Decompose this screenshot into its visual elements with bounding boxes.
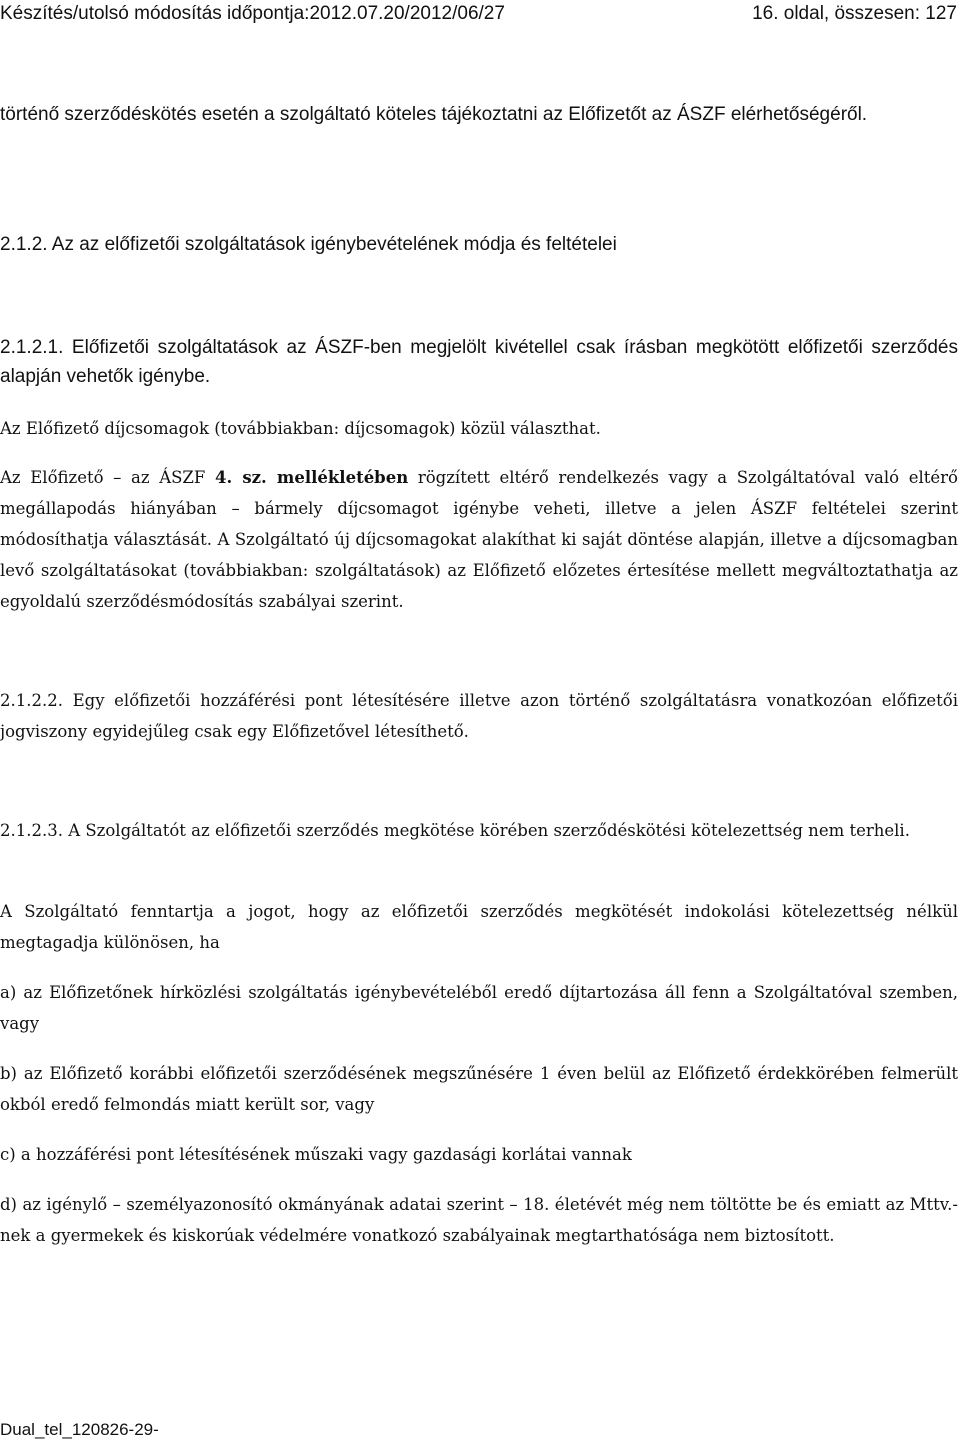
section-heading-2-1-2: 2.1.2. Az az előfizetői szolgáltatások igénybevételének módja és feltételei: [0, 234, 617, 255]
list-item-b: b) az Előfizető korábbi előfizetői szerződésének megszűnésére 1 éven belül az Előfizető érdekkörében felmerült okból eredő felmondás miatt került sor, vagy: [0, 1064, 958, 1114]
page-footer-doc-id: Dual_tel_120826-29-: [0, 1420, 159, 1439]
paragraph-2-1-2-2: 2.1.2.2. Egy előfizetői hozzáférési pont létesítésére illetve azon történő szolgáltatásra vonatkozóan előfizetői jogviszony egyidejűleg csak egy Előfizetővel létesíthető.: [0, 691, 958, 741]
page-header: [0, 2, 960, 26]
annex-reference: 4. sz. mellékletében: [214, 468, 409, 487]
paragraph-2-1-2-1: 2.1.2.1. Előfizetői szolgáltatások az ÁSZF-ben megjelölt kivétellel csak írásban megkötött előfizetői szerződés alapján vehetők igénybe.: [0, 337, 958, 387]
list-item-a: a) az Előfizetőnek hírközlési szolgáltatás igénybevételéből eredő díjtartozása áll fenn a Szolgáltatóval szemben, vagy: [0, 983, 958, 1033]
list-item-c: c) a hozzáférési pont létesítésének műszaki vagy gazdasági korlátai vannak: [0, 1145, 632, 1164]
list-item-d: d) az igénylő – személyazonosító okmányának adatai szerint – 18. életévét még nem töltötte be és emiatt az Mttv.-nek a gyermekek és kiskorúak védelmére vonatkozó szabályainak megtarthatósága nem biztosított.: [0, 1195, 958, 1245]
paragraph-contract-info: történő szerződéskötés esetén a szolgáltató köteles tájékoztatni az Előfizetőt az ÁSZF elérhetőségéről.: [0, 104, 868, 125]
header-page-number: 16. oldal, összesen: 127: [752, 3, 957, 24]
header-modification-date: Készítés/utolsó módosítás időpontja:2012.07.20/2012/06/27: [0, 3, 505, 24]
paragraph-tariff-rules: [0, 462, 958, 617]
paragraph-tariff-rules-end: rögzített eltérő rendelkezés vagy a Szolgáltatóval való eltérő megállapodás hiányában – bármely díjcsomagot igénybe veheti, illetve a jelen ÁSZF feltételei szerint módosíthatja választását. A Szolgáltató új díjcsomagokat alakíthat ki saját döntése alapján, illetve a díjcsomagban levő szolgáltatásokat (továbbiakban: szolgáltatások) az Előfizető előzetes értesítése mellett megváltoztathatja az egyoldalú szerződésmódosítás szabályai szerint.: [0, 468, 958, 611]
paragraph-refusal-rights: A Szolgáltató fenntartja a jogot, hogy az előfizetői szerződés megkötését indokolási kötelezettség nélkül megtagadja különösen, ha: [0, 902, 958, 952]
paragraph-2-1-2-3: 2.1.2.3. A Szolgáltatót az előfizetői szerződés megkötése körében szerződéskötési kötelezettség nem terheli.: [0, 821, 910, 840]
paragraph-tariff-packages: Az Előfizető díjcsomagok (továbbiakban: díjcsomagok) közül választhat.: [0, 419, 601, 438]
paragraph-tariff-rules-start: Az Előfizető – az ÁSZF: [0, 468, 215, 487]
